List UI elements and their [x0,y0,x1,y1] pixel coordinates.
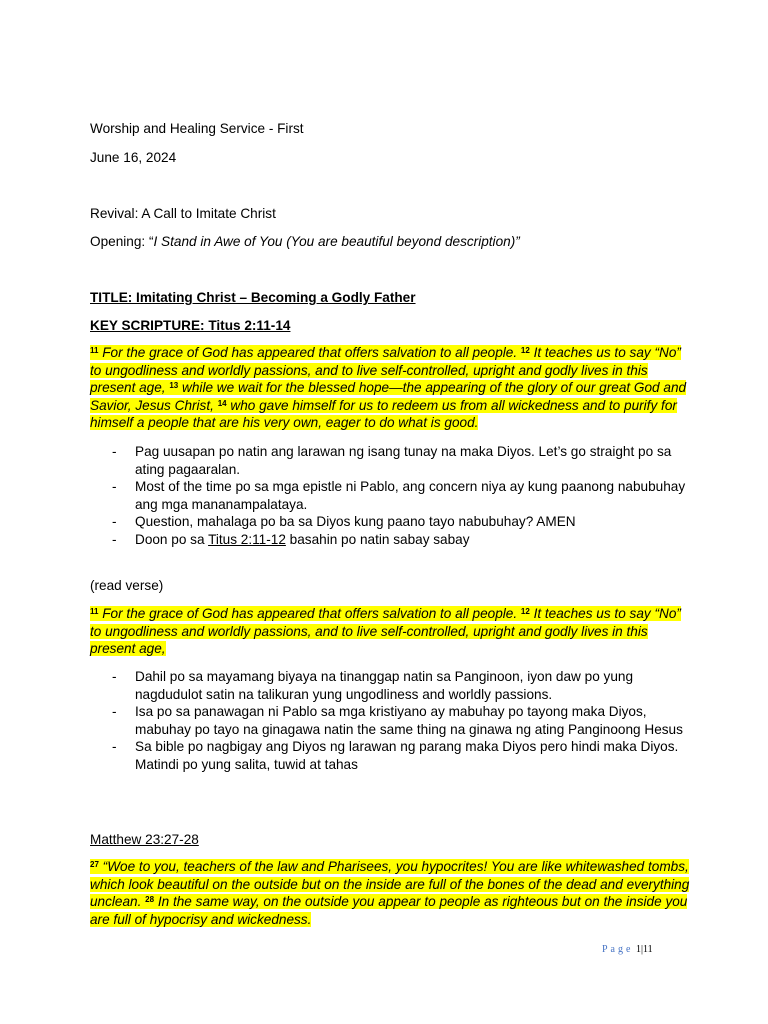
read-verse-note: (read verse) [90,578,164,593]
list-item-text: Isa po sa panawagan ni Pablo sa mga kristiyano ay mabuhay po tayong maka Diyos, mabuhay po tayo na ginagawa natin the same thing na ginawa ng ating Panginoong Hesus [135,704,683,737]
verse-number: 27 [90,860,99,869]
verse-text: For the grace of God has appeared that offers salvation to all people. [98,345,521,360]
list-item: - Most of the time po sa mga epistle ni Pablo, ang concern niya ay kung paanong nabubuhay ang mga mananampalataya. [112,479,686,512]
opening-song: I Stand in Awe of You (You are beautiful beyond description)” [153,234,520,249]
bullet-list-1 [90,443,690,549]
scripture-titus-2-11-14 [90,344,690,432]
list-item: - Dahil po sa mayamang biyaya na tinanggap natin sa Panginoon, iyon daw po yung nagdudulot satin na talikuran yung ungodliness and worldly passions. [112,669,634,702]
verse-text: It teaches us to say “No” to ungodliness and worldly passions, and to live self-controlled, upright and godly lives in this present age, [90,345,681,396]
page-number: 1 [635,944,641,955]
service-name: Worship and Healing Service - First [90,121,304,136]
revival-line: Revival: A Call to Imitate Christ [90,206,276,221]
verse-number: 14 [217,398,227,408]
verse-number: 28 [145,895,155,905]
opening-line [90,233,520,251]
list-item-text: Most of the time po sa mga epistle ni Pablo, ang concern niya ay kung paanong nabubuhay ang mga mananampalataya. [135,479,686,512]
list-item: - Pag uusapan po natin ang larawan ng isang tunay na maka Diyos. Let’s go straight po sa ating pagaaralan. [112,444,672,477]
verse-number: 12 [520,607,530,616]
verse-number: 11 [90,607,99,616]
list-item-text: Question, mahalaga po ba sa Diyos kung paano tayo nabubuhay? AMEN [135,514,576,530]
matthew-reference: Matthew 23:27-28 [90,832,199,847]
verse-text: For the grace of God has appeared that offers salvation to all people. [98,606,521,621]
verse-number: 11 [90,346,99,355]
page-label: Page [602,944,634,955]
list-item: - Sa bible po nagbigay ang Diyos ng larawan ng parang maka Diyos pero hindi maka Diyos. Matindi po yung salita, tuwid at tahas [112,739,679,772]
verse-text: In the same way, on the outside you appear to people as righteous but on the inside you are full of hypocrisy and wickedness. [90,894,688,927]
list-item: - Doon po sa Titus 2:11-12 basahin po natin sabay sabay [112,531,470,547]
list-item-text-post: basahin po natin sabay sabay [285,531,470,547]
list-item-text: Dahil po sa mayamang biyaya na tinanggap natin sa Panginoon, iyon daw po yung nagdudulot satin na talikuran yung ungodliness and worldly passions. [135,669,634,702]
verse-text: while we wait for the blessed hope—the appearing of the glory of our great God and Savior, Jesus Christ, [90,380,687,413]
key-scripture: KEY SCRIPTURE: Titus 2:11-14 [90,318,291,333]
scripture-matthew-23-27-28 [90,858,690,928]
list-item-text: Sa bible po nagbigay ang Diyos ng larawan ng parang maka Diyos pero hindi maka Diyos. Matindi po yung salita, tuwid at tahas [135,739,679,772]
verse-number: 12 [520,346,530,355]
sermon-title: TITLE: Imitating Christ – Becoming a Godly Father [90,290,416,305]
verse-text: “Woe to you, teachers of the law and Pharisees, you hypocrites! You are like whitewashed tombs, which look beautiful on the outside but on the inside are full of the bones of the dead and everything unclean. [90,859,690,910]
page-separator: | [640,944,643,955]
list-item: - Isa po sa panawagan ni Pablo sa mga kristiyano ay mabuhay po tayong maka Diyos, mabuhay po tayo na ginagawa natin the same thing na ginawa ng ating Panginoong Hesus [112,704,683,737]
opening-label: Opening: “ [90,234,154,249]
list-item: - Question, mahalaga po ba sa Diyos kung paano tayo nabubuhay? AMEN [112,514,576,530]
bullet-list-2 [90,668,690,774]
list-item-text: Pag uusapan po natin ang larawan ng isang tunay na maka Diyos. Let’s go straight po sa ating pagaaralan. [135,444,672,477]
verse-text: who gave himself for us to redeem us from all wickedness and to purify for himself a people that are his very own, eager to do what is good. [90,397,677,431]
page-footer [602,944,653,955]
verse-number: 13 [169,381,179,391]
page-total: 11 [642,944,653,955]
scripture-reference-link[interactable]: Titus 2:11-12 [208,531,286,547]
scripture-titus-2-11-12 [90,605,690,658]
verse-text: It teaches us to say “No” to ungodliness and worldly passions, and to live self-controlled, upright and godly lives in this present age, [90,606,681,657]
service-date: June 16, 2024 [90,150,177,165]
list-item-text-pre: Doon po sa [135,531,209,547]
